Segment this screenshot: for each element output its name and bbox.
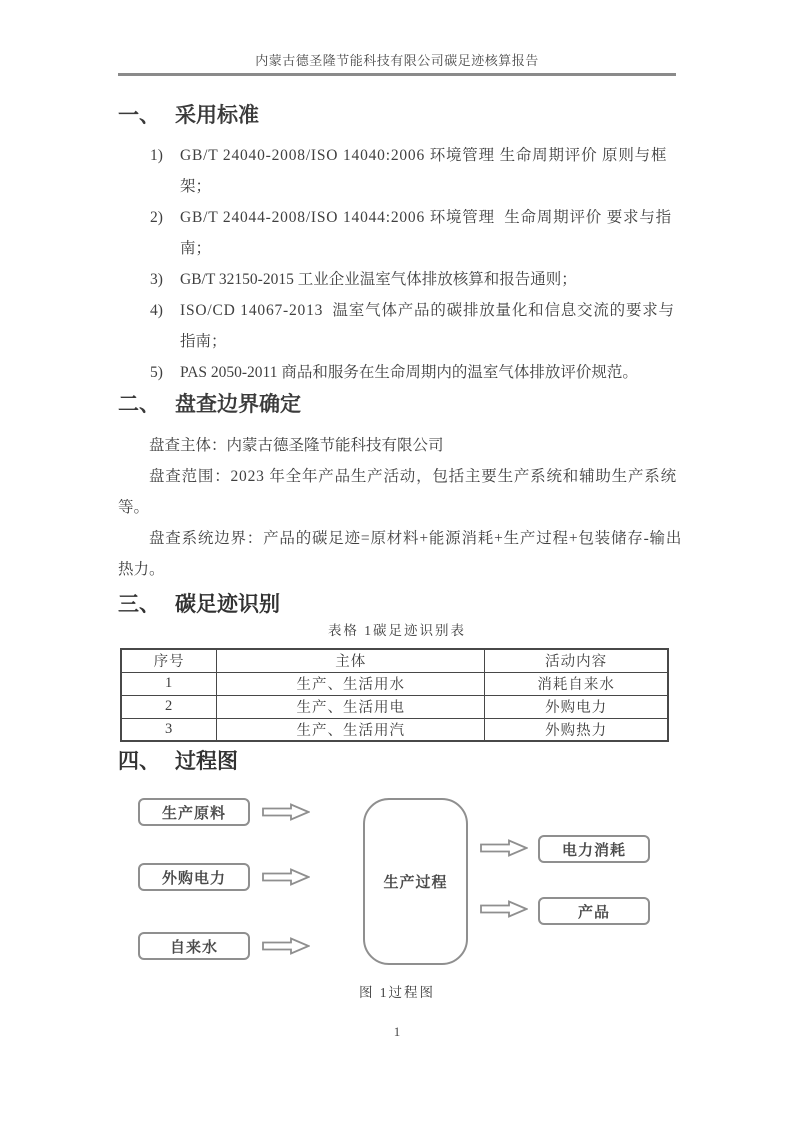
- header-rule: [118, 73, 676, 76]
- section-title: 盘查边界确定: [175, 393, 301, 416]
- section-number: 一、: [118, 104, 160, 127]
- flow-box-production-process: 生产过程: [363, 798, 468, 965]
- paragraph-scope: [118, 461, 676, 523]
- section-title: 采用标准: [175, 104, 259, 127]
- column-header: 活动内容: [485, 649, 668, 672]
- table-row: [121, 695, 668, 718]
- table-cell: 生产、生活用电: [217, 695, 485, 718]
- document-header-title: 内蒙古德圣隆节能科技有限公司碳足迹核算报告: [255, 53, 539, 68]
- table-row: [121, 718, 668, 741]
- right-block-arrow-icon: [262, 803, 310, 821]
- table-cell: 3: [121, 718, 217, 741]
- page-content: [118, 98, 683, 1002]
- table-cell: 生产、生活用汽: [217, 718, 485, 741]
- right-block-arrow-icon: [480, 900, 528, 918]
- boundary-paragraphs: [118, 430, 683, 585]
- process-flow-diagram: [118, 780, 676, 970]
- list-item: [118, 357, 676, 388]
- paragraph-line: 盘查系统边界：产品的碳足迹=原材料+能源消耗+生产过程+包装储存-输出: [149, 530, 683, 547]
- paragraph-line: 热力。: [118, 561, 165, 578]
- column-header: 序号: [121, 649, 217, 672]
- list-item: [118, 295, 676, 357]
- paragraph-line: 等。: [118, 499, 150, 516]
- flow-box-electricity-consumption: 电力消耗: [538, 835, 650, 863]
- list-marker: 4): [150, 302, 163, 319]
- standard-text-line: 指南；: [180, 333, 227, 350]
- right-block-arrow-icon: [262, 937, 310, 955]
- paragraph-system-boundary: [118, 523, 683, 585]
- table-cell: 1: [121, 672, 217, 695]
- standard-text-line: GB/T 32150-2015 工业企业温室气体排放核算和报告通则；: [180, 271, 577, 288]
- column-header: 主体: [217, 649, 485, 672]
- list-item: [118, 264, 676, 295]
- list-item: [118, 202, 676, 264]
- section-number: 四、: [118, 749, 160, 773]
- paragraph-subject: [118, 430, 676, 461]
- section-heading-standards: [118, 103, 676, 129]
- table-header-row: [121, 649, 668, 672]
- standard-text-line: PAS 2050-2011 商品和服务在生命周期内的温室气体排放评价规范。: [180, 364, 638, 381]
- table-cell: 外购热力: [485, 718, 668, 741]
- section-heading-process-diagram: [118, 748, 676, 774]
- list-marker: 1): [150, 147, 163, 164]
- right-block-arrow-icon: [480, 839, 528, 857]
- list-marker: 3): [150, 271, 163, 288]
- page-number: 1: [393, 1024, 401, 1039]
- standard-text-line: 架；: [180, 178, 212, 195]
- table-cell: 生产、生活用水: [217, 672, 485, 695]
- standard-text-line: ISO/CD 14067-2013 温室气体产品的碳排放量化和信息交流的要求与: [180, 302, 675, 319]
- table-caption: 表格 1碳足迹识别表: [327, 623, 467, 638]
- footprint-identification-table: [120, 648, 669, 742]
- list-marker: 2): [150, 209, 163, 226]
- section-heading-footprint-id: [118, 591, 676, 617]
- paragraph-line: 盘查范围：2023 年全年产品生产活动，包括主要生产系统和辅助生产系统: [149, 468, 677, 485]
- section-title: 过程图: [175, 749, 238, 773]
- list-marker: 5): [150, 364, 163, 381]
- section-title: 碳足迹识别: [175, 592, 280, 616]
- standards-list: [118, 140, 676, 388]
- flow-box-tap-water: 自来水: [138, 932, 250, 960]
- flow-box-purchased-electricity: 外购电力: [138, 863, 250, 891]
- list-item: [118, 140, 676, 202]
- table-row: [121, 672, 668, 695]
- standard-text-line: GB/T 24044-2008/ISO 14044:2006 环境管理 生命周期评价 要求与指: [180, 209, 672, 226]
- section-number: 二、: [118, 393, 160, 416]
- flow-box-product: 产品: [538, 897, 650, 925]
- table-cell: 2: [121, 695, 217, 718]
- paragraph-line: 盘查主体：内蒙古德圣隆节能科技有限公司: [149, 437, 444, 454]
- section-number: 三、: [118, 592, 160, 616]
- standard-text-line: GB/T 24040-2008/ISO 14040:2006 环境管理 生命周期评价 原则与框: [180, 147, 668, 164]
- standard-text-line: 南；: [180, 240, 212, 257]
- section-heading-boundary: [118, 392, 676, 418]
- table-cell: 消耗自来水: [485, 672, 668, 695]
- flow-box-raw-materials: 生产原料: [138, 798, 250, 826]
- table-cell: 外购电力: [485, 695, 668, 718]
- figure-caption: 图 1过程图: [358, 985, 436, 1000]
- right-block-arrow-icon: [262, 868, 310, 886]
